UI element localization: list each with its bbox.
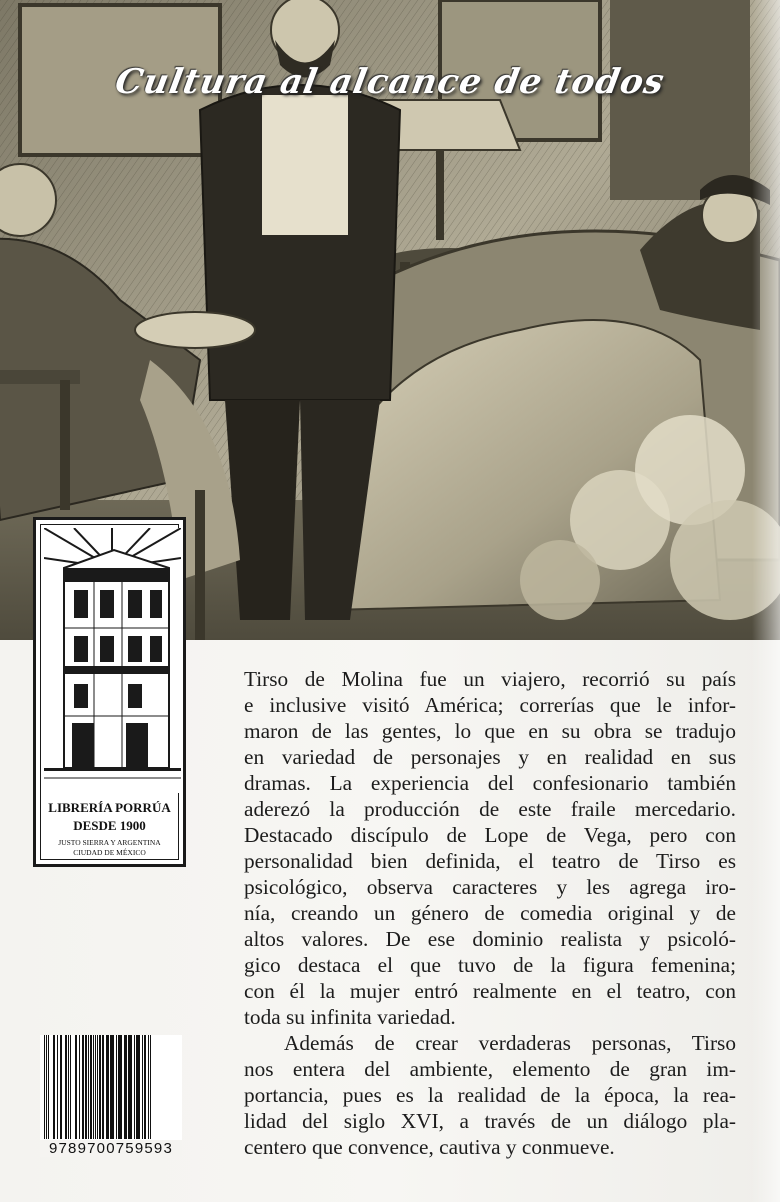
- publisher-city: CIUDAD DE MÉXICO: [73, 848, 146, 857]
- blurb-line: aderezó la producción de este fraile mercedario.: [244, 797, 736, 821]
- barcode-bar: [150, 1035, 151, 1139]
- publisher-logo: [33, 517, 186, 867]
- publisher-name: LIBRERÍA PORRÚA: [48, 800, 171, 815]
- blurb-line: dramas. La experiencia del confesionario también: [244, 771, 736, 795]
- barcode-bar: [97, 1035, 98, 1139]
- publisher-founded: DESDE 1900: [73, 818, 146, 833]
- barcode-bar: [48, 1035, 49, 1139]
- publisher-address: JUSTO SIERRA Y ARGENTINA: [58, 838, 161, 847]
- barcode-bar: [99, 1035, 101, 1139]
- barcode-bar: [65, 1035, 67, 1139]
- blurb-text: [244, 666, 736, 1160]
- barcode-bar: [95, 1035, 96, 1139]
- blurb-line: centero que convence, cautiva y conmueve.: [244, 1135, 615, 1159]
- barcode-bar: [90, 1035, 92, 1139]
- blurb-line: nos entera del ambiente, elemento de gran im-: [244, 1057, 736, 1081]
- blurb-line: en variedad de personajes y en realidad en sus: [244, 745, 736, 769]
- barcode-bar: [106, 1035, 109, 1139]
- barcode-bar: [93, 1035, 94, 1139]
- cover-slogan: Cultura al alcance de todos: [112, 62, 668, 102]
- barcode-bar: [79, 1035, 80, 1139]
- blurb-line: lidad del siglo XVI, a través de un diálogo pla-: [244, 1109, 736, 1133]
- publisher-logo-frame: [40, 524, 179, 860]
- barcode-bar: [102, 1035, 104, 1139]
- barcode-bar: [70, 1035, 71, 1139]
- isbn-barcode: [40, 1035, 182, 1155]
- barcode-bar: [128, 1035, 132, 1139]
- blurb-line: toda su infinita variedad.: [244, 1005, 456, 1029]
- blurb-line: Además de crear verdaderas personas, Tirso: [284, 1031, 736, 1055]
- barcode-bar: [134, 1035, 135, 1139]
- blurb-line: psicológico, observa caracteres y les agrega iro-: [244, 875, 736, 899]
- blurb-line: personalidad bien definida, el teatro de Tirso es: [244, 849, 736, 873]
- blurb-line: e inclusive visitó América; correrías que le infor-: [244, 693, 736, 717]
- barcode-bar: [75, 1035, 77, 1139]
- barcode-bar: [116, 1035, 117, 1139]
- barcode-bar: [124, 1035, 127, 1139]
- barcode-bar: [136, 1035, 140, 1139]
- blurb-line: maron de las gentes, lo que en su obra se tradujo: [244, 719, 736, 743]
- isbn-number: 9789700759593: [40, 1140, 182, 1157]
- barcode-bar: [53, 1035, 55, 1139]
- blurb-line: gico destaca el que tuvo de la figura femenina;: [244, 953, 736, 977]
- barcode-bar: [57, 1035, 58, 1139]
- barcode-bar: [82, 1035, 84, 1139]
- blurb-line: nía, creando un género de comedia original y de: [244, 901, 736, 925]
- barcode-bar: [142, 1035, 143, 1139]
- barcode-bar: [110, 1035, 114, 1139]
- blurb-line: con él la mujer entró realmente en el teatro, con: [244, 979, 736, 1003]
- barcode-bar: [118, 1035, 122, 1139]
- blurb-line: altos valores. De ese dominio realista y psicoló-: [244, 927, 736, 951]
- barcode-bar: [144, 1035, 146, 1139]
- barcode-bar: [68, 1035, 69, 1139]
- barcode-bar: [88, 1035, 89, 1139]
- blurb-line: portancia, pues es la realidad de la época, la rea-: [244, 1083, 736, 1107]
- barcode-bar: [148, 1035, 149, 1139]
- barcode-bar: [46, 1035, 47, 1139]
- bookstore-building-drawing: [44, 528, 181, 793]
- blurb-line: Tirso de Molina fue un viajero, recorrió su país: [244, 667, 736, 691]
- barcode-bar: [85, 1035, 87, 1139]
- barcode-bar: [44, 1035, 45, 1139]
- barcode-bar: [60, 1035, 62, 1139]
- blurb-line: Destacado discípulo de Lope de Vega, pero con: [244, 823, 736, 847]
